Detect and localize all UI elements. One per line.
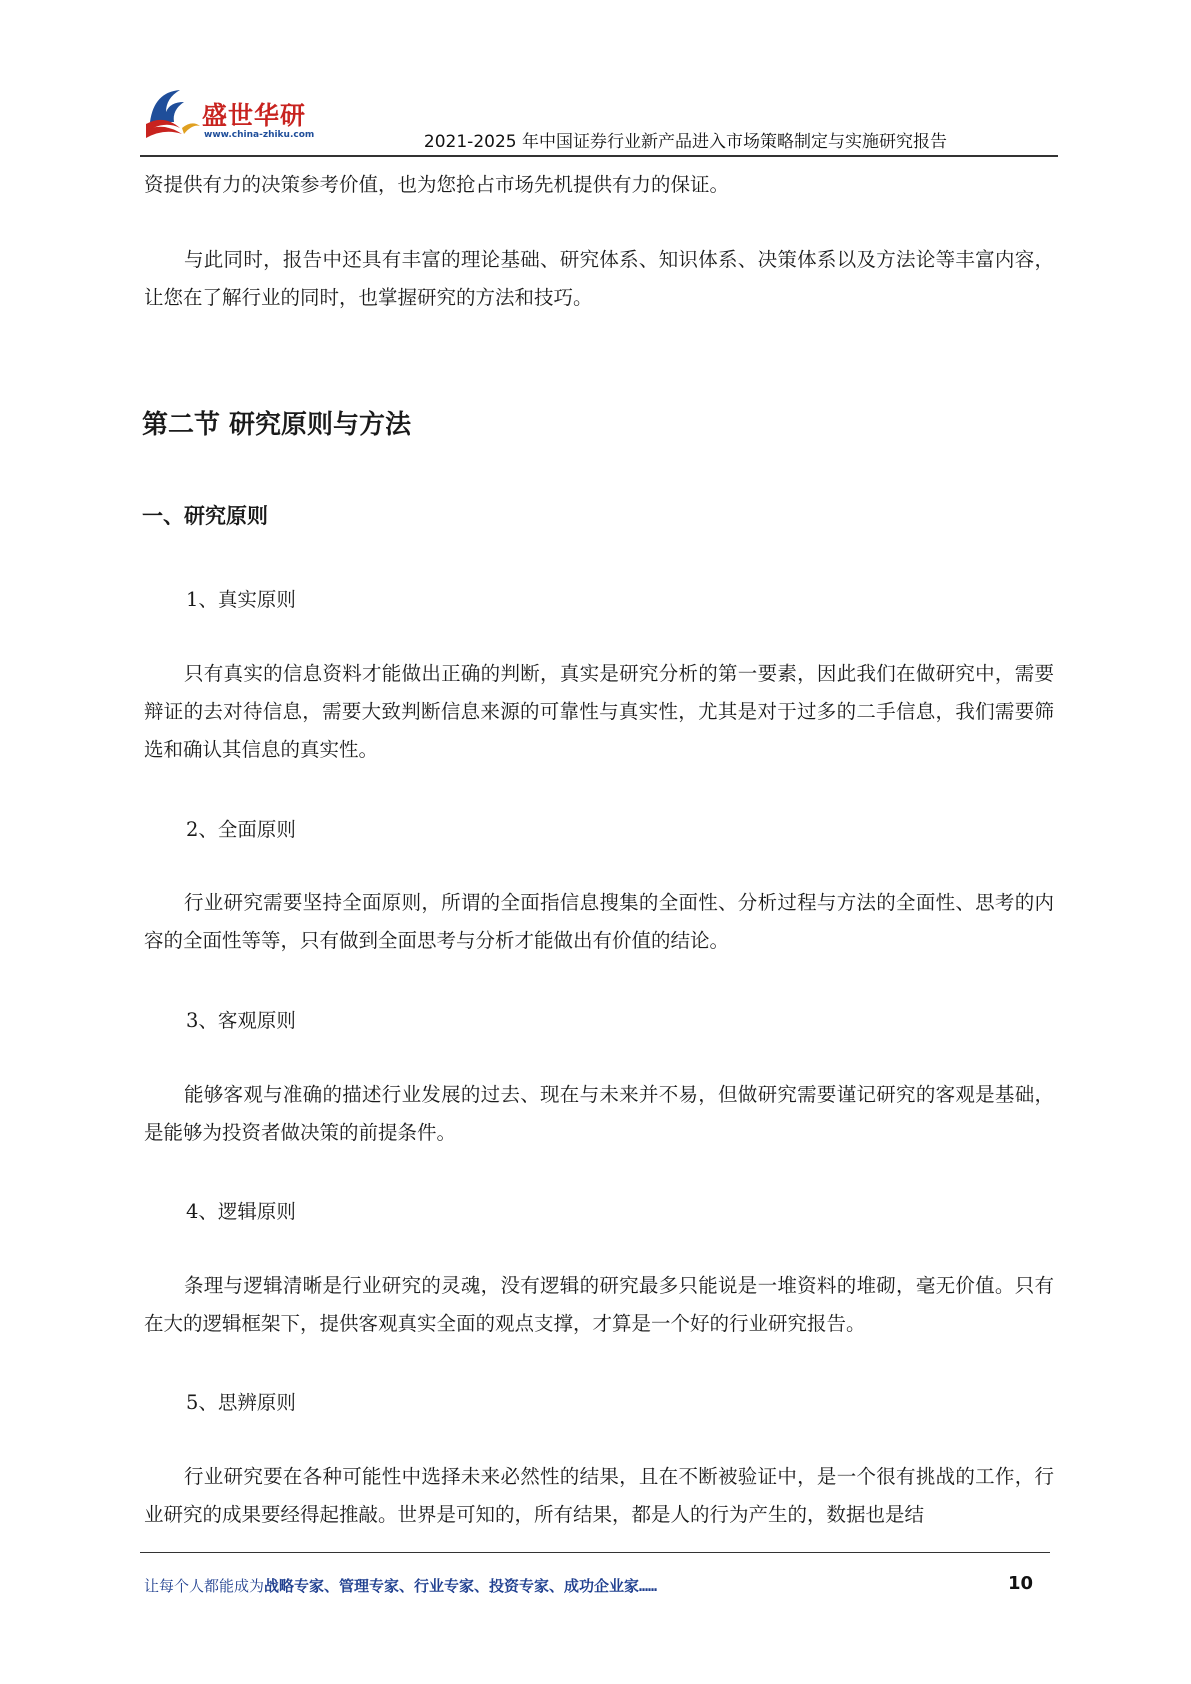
principle-text-5: 行业研究要在各种可能性中选择未来必然性的结果，且在不断被验证中，是一个很有挑战的工作，行业研究的成果要经得起推敲。世界是可知的，所有结果，都是人的行为产生的，数据也是结	[144, 1465, 1054, 1526]
principle-text-4: 条理与逻辑清晰是行业研究的灵魂，没有逻辑的研究最多只能说是一堆资料的堆砌，毫无价值。只有在大的逻辑框架下，提供客观真实全面的观点支撑，才算是一个好的行业研究报告。	[144, 1274, 1054, 1335]
footer-slogan-highlight: 战略专家、管理专家、行业专家、投资专家、成功企业家……	[264, 1577, 658, 1595]
footer-divider	[140, 1552, 1050, 1553]
page-number: 10	[1008, 1573, 1034, 1594]
principle-text-3: 能够客观与准确的描述行业发展的过去、现在与未来并不易，但做研究需要谨记研究的客观是基础，是能够为投资者做决策的前提条件。	[144, 1083, 1054, 1144]
principle-title-3: 3、客观原则	[186, 1009, 296, 1032]
principle-title-4: 4、逻辑原则	[186, 1200, 296, 1223]
paragraph-meanwhile: 与此同时，报告中还具有丰富的理论基础、研究体系、知识体系、决策体系以及方法论等丰富内容，让您在了解行业的同时，也掌握研究的方法和技巧。	[144, 248, 1054, 309]
footer-slogan	[144, 1575, 657, 1596]
subsection-title: 一、研究原则	[142, 504, 268, 528]
principle-text-2: 行业研究需要坚持全面原则，所谓的全面指信息搜集的全面性、分析过程与方法的全面性、思考的内容的全面性等等，只有做到全面思考与分析才能做出有价值的结论。	[144, 891, 1054, 952]
header-divider	[140, 155, 1058, 157]
principle-title-2: 2、全面原则	[186, 818, 296, 841]
report-title: 2021-2025 年中国证券行业新产品进入市场策略制定与实施研究报告	[423, 132, 947, 152]
footer-slogan-lead: 让每个人都能成为	[144, 1577, 265, 1595]
logo-name: 盛世华研	[202, 101, 307, 130]
principle-title-5: 5、思辨原则	[186, 1391, 296, 1414]
logo-url: www.china-zhiku.com	[204, 130, 315, 140]
paragraph-continued: 资提供有力的决策参考价值，也为您抢占市场先机提供有力的保证。	[144, 173, 730, 196]
principle-title-1: 1、真实原则	[186, 588, 296, 611]
section-title: 第二节 研究原则与方法	[142, 410, 412, 440]
principle-text-1: 只有真实的信息资料才能做出正确的判断，真实是研究分析的第一要素，因此我们在做研究中，需要辩证的去对待信息，需要大致判断信息来源的可靠性与真实性，尤其是对于过多的二手信息，我们需要筛选和确认其信息的真实性。	[144, 662, 1054, 761]
